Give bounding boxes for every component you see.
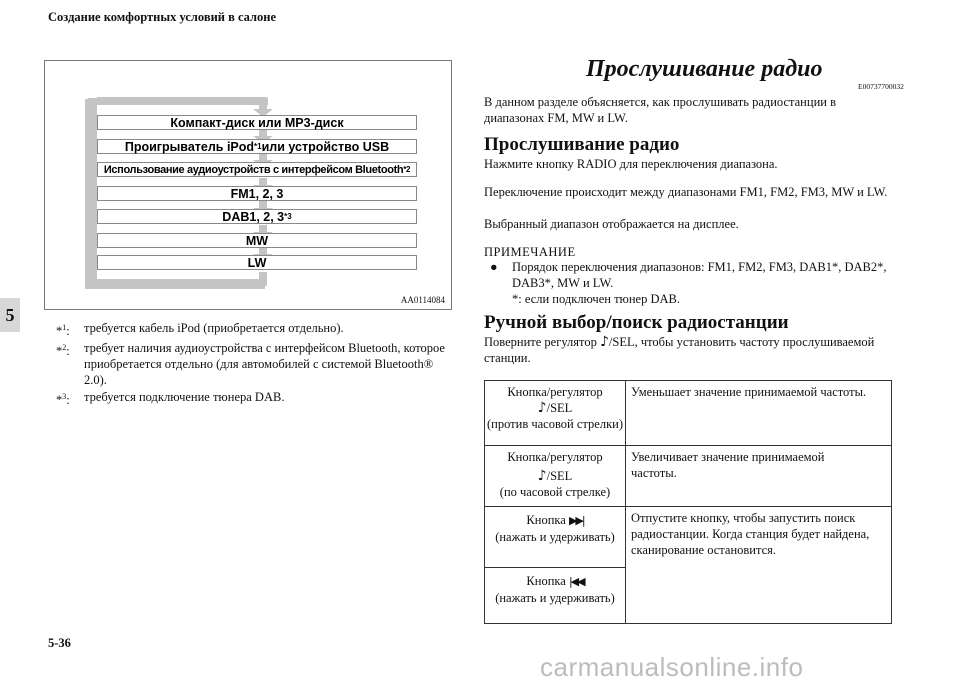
footnote-2: *$^2$: требует наличия аудиоустройства с интерфейсом Bluetooth, которое приобретается отдельно (для автомобилей с системой Bluetooth® 2.0).: [56, 341, 445, 388]
table-cell: Увеличивает значение принимаемой частоты.: [631, 450, 825, 480]
footnote-3: *$^3$: требуется подключение тюнера DAB.: [56, 390, 285, 408]
paragraph-radio-button: Нажмите кнопку RADIO для переключения диапазона.: [484, 157, 778, 171]
table-cell: Отпустите кнопку, чтобы запустить поиск радиостанции. Когда станция будет найдена, сканирование остановится.: [631, 511, 870, 557]
table-cell: Уменьшает значение принимаемой частоты.: [631, 385, 867, 399]
intro-text: В данном разделе объясняется, как прослушивать радиостанции в диапазонах FM, MW и LW.: [484, 95, 836, 125]
note-body: ● Порядок переключения диапазонов: FM1, FM2, FM3, DAB1*, DAB2*, DAB3*, MW и LW. *: если подключен тюнер DAB.: [490, 260, 887, 306]
band-fm: FM1, 2, 3: [97, 186, 417, 201]
band-bluetooth-audio: Использование аудиоустройств с интерфейсом Bluetooth *2: [97, 162, 417, 177]
band-ipod-usb: Проигрыватель iPod *1 или устройство USB: [97, 139, 417, 154]
table-row: Кнопка/регулятор ♪/SEL (против часовой стрелки): [486, 385, 623, 431]
bullet-dot: ●: [490, 260, 498, 274]
band-compact-disc: Компакт-диск или MP3-диск: [97, 115, 417, 130]
controls-table: [484, 380, 892, 624]
music-note-icon: ♪: [599, 334, 609, 350]
section-title: Прослушивание радио: [586, 56, 823, 82]
table-row: Кнопка |◀◀ (нажать и удерживать): [495, 574, 615, 605]
footnotes: [56, 320, 456, 409]
page-header: Создание комфортных условий в салоне: [48, 10, 277, 24]
heading-listen-radio: Прослушивание радио: [484, 134, 680, 155]
heading-manual-tuning: Ручной выбор/поиск радиостанции: [484, 312, 789, 333]
figure-code: AA0114084: [400, 295, 445, 305]
skip-back-icon: |◀◀: [568, 575, 584, 588]
section-code: E00737700032: [858, 82, 904, 91]
band-switch-diagram: [44, 60, 452, 310]
music-note-icon: ♪: [537, 468, 547, 484]
paragraph-display: Выбранный диапазон отображается на дисплее.: [484, 217, 739, 231]
band-dab: DAB1, 2, 3 *3: [97, 209, 417, 224]
table-row: Кнопка/регулятор ♪/SEL (по часовой стрелке): [499, 450, 611, 499]
band-lw: LW: [97, 255, 417, 270]
page-number: 5-36: [48, 636, 71, 650]
chapter-tab: 5: [0, 298, 20, 332]
watermark: carmanualsonline.info: [540, 652, 804, 682]
skip-forward-icon: ▶▶|: [568, 514, 584, 527]
paragraph-switching: Переключение происходит между диапазонами FM1, FM2, FM3, MW и LW.: [484, 185, 888, 199]
table-row: Кнопка ▶▶| (нажать и удерживать): [495, 513, 615, 544]
band-mw: MW: [97, 233, 417, 248]
footnote-1: *$^1$: требуется кабель iPod (приобретается отдельно).: [56, 321, 344, 339]
note-heading: ПРИМЕЧАНИЕ: [484, 245, 576, 259]
music-note-icon: ♪: [537, 400, 547, 416]
paragraph-tuning: Поверните регулятор ♪/SEL, чтобы установить частоту прослушиваемой станции.: [484, 334, 875, 365]
